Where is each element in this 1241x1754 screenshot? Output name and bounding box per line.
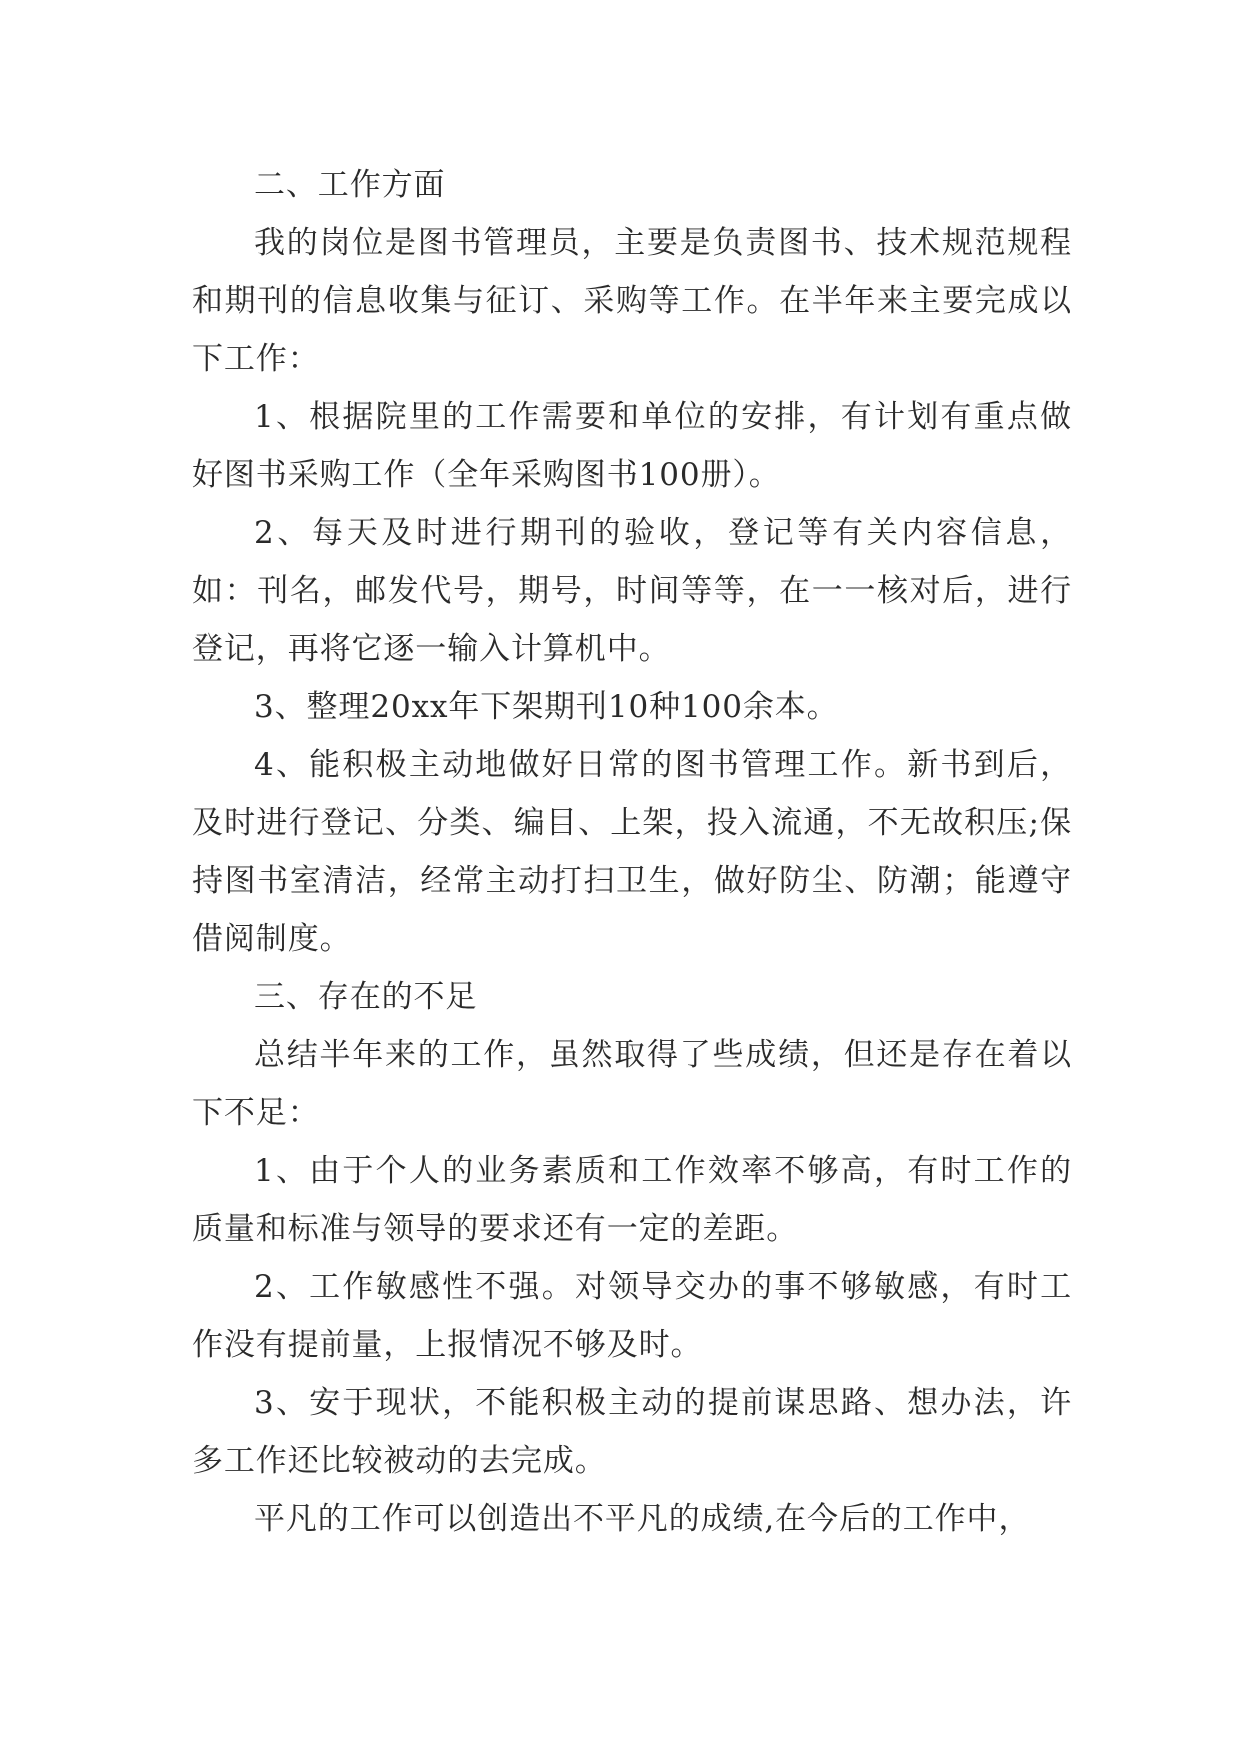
list-item-work-4: 4、能积极主动地做好日常的图书管理工作。新书到后，及时进行登记、分类、编目、上架，投入流通，不无故积压;保持图书室清洁，经常主动打扫卫生，做好防尘、防潮；能遵守借阅制度。 xyxy=(192,747,1072,957)
section-heading-work: 二、工作方面 xyxy=(254,167,446,203)
list-item-work-3: 3、整理20xx年下架期刊10种100余本。 xyxy=(254,689,839,725)
paragraph-closing: 平凡的工作可以创造出不平凡的成绩,在今后的工作中， xyxy=(254,1501,1031,1537)
list-item-shortcoming-1: 1、由于个人的业务素质和工作效率不够高，有时工作的质量和标准与领导的要求还有一定的差距。 xyxy=(192,1153,1072,1247)
document-body xyxy=(192,156,1072,1548)
list-item-work-2: 2、每天及时进行期刊的验收，登记等有关内容信息，如：刊名，邮发代号，期号，时间等等，在一一核对后，进行登记，再将它逐一输入计算机中。 xyxy=(192,515,1072,667)
list-item-shortcoming-2: 2、工作敏感性不强。对领导交办的事不够敏感，有时工作没有提前量，上报情况不够及时。 xyxy=(192,1269,1072,1363)
paragraph-shortcomings-intro: 总结半年来的工作，虽然取得了些成绩，但还是存在着以下不足： xyxy=(192,1037,1072,1131)
list-item-shortcoming-3: 3、安于现状，不能积极主动的提前谋思路、想办法，许多工作还比较被动的去完成。 xyxy=(192,1385,1072,1479)
list-item-work-1: 1、根据院里的工作需要和单位的安排，有计划有重点做好图书采购工作（全年采购图书100册）。 xyxy=(192,399,1072,493)
paragraph-job-description: 我的岗位是图书管理员，主要是负责图书、技术规范规程和期刊的信息收集与征订、采购等工作。在半年来主要完成以下工作： xyxy=(192,225,1072,377)
section-heading-shortcomings: 三、存在的不足 xyxy=(254,979,478,1015)
